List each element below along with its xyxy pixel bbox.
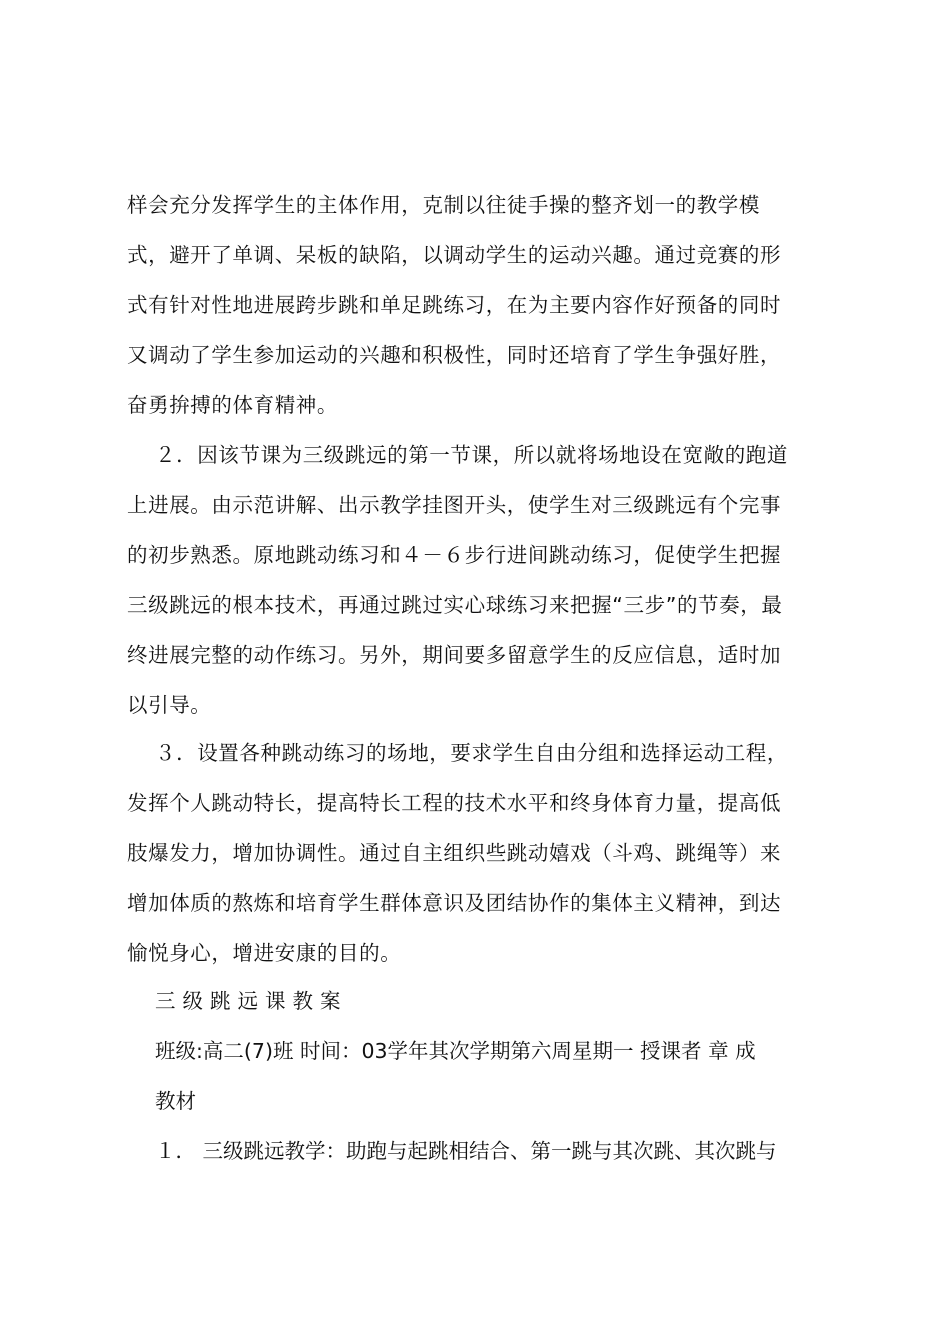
paragraph-line: 的初步熟悉。原地跳动练习和４－６步行进间跳动练习，促使学生把握 xyxy=(127,543,782,567)
paragraph-line: 三级跳远的根本技术，再通过跳过实心球练习来把握“三步”的节奏，最 xyxy=(127,593,783,617)
paragraph-line: 奋勇拚搏的体育精神。 xyxy=(127,393,338,417)
paragraph-line: ３．设置各种跳动练习的场地，要求学生自由分组和选择运动工程， xyxy=(155,741,788,765)
paragraph-line: 上进展。由示范讲解、出示教学挂图开头，使学生对三级跳远有个完事 xyxy=(127,493,782,517)
paragraph-line: 式有针对性地进展跨步跳和单足跳练习，在为主要内容作好预备的同时 xyxy=(127,293,782,317)
paragraph-line: 增加体质的熬炼和培育学生群体意识及团结协作的集体主义精神，到达 xyxy=(127,891,782,915)
paragraph-line: 又调动了学生参加运动的兴趣和积极性，同时还培育了学生争强好胜， xyxy=(127,343,782,367)
class-info-line: 班级:高二(7)班 时间：03学年其次学期第六周星期一 授课者 章 成 xyxy=(155,1039,756,1063)
paragraph-line: 肢爆发力，增加协调性。通过自主组织些跳动嬉戏（斗鸡、跳绳等）来 xyxy=(127,841,782,865)
teaching-material-item: １． 三级跳远教学：助跑与起跳相结合、第一跳与其次跳、其次跳与 xyxy=(155,1139,777,1163)
paragraph-line: 样会充分发挥学生的主体作用，克制以往徒手操的整齐划一的教学模 xyxy=(127,193,760,217)
section-title: 三级跳远课教案 xyxy=(155,989,348,1013)
paragraph-line: 发挥个人跳动特长，提高特长工程的技术水平和终身体育力量，提高低 xyxy=(127,791,782,815)
paragraph-line: ２．因该节课为三级跳远的第一节课，所以就将场地设在宽敞的跑道 xyxy=(155,443,788,467)
paragraph-line: 愉悦身心，增进安康的目的。 xyxy=(127,941,402,965)
paragraph-line: 终进展完整的动作练习。另外，期间要多留意学生的反应信息，适时加 xyxy=(127,643,782,667)
paragraph-line: 式，避开了单调、呆板的缺陷，以调动学生的运动兴趣。通过竞赛的形 xyxy=(127,243,782,267)
paragraph-line: 以引导。 xyxy=(127,693,212,717)
teaching-material-heading: 教材 xyxy=(155,1089,196,1113)
